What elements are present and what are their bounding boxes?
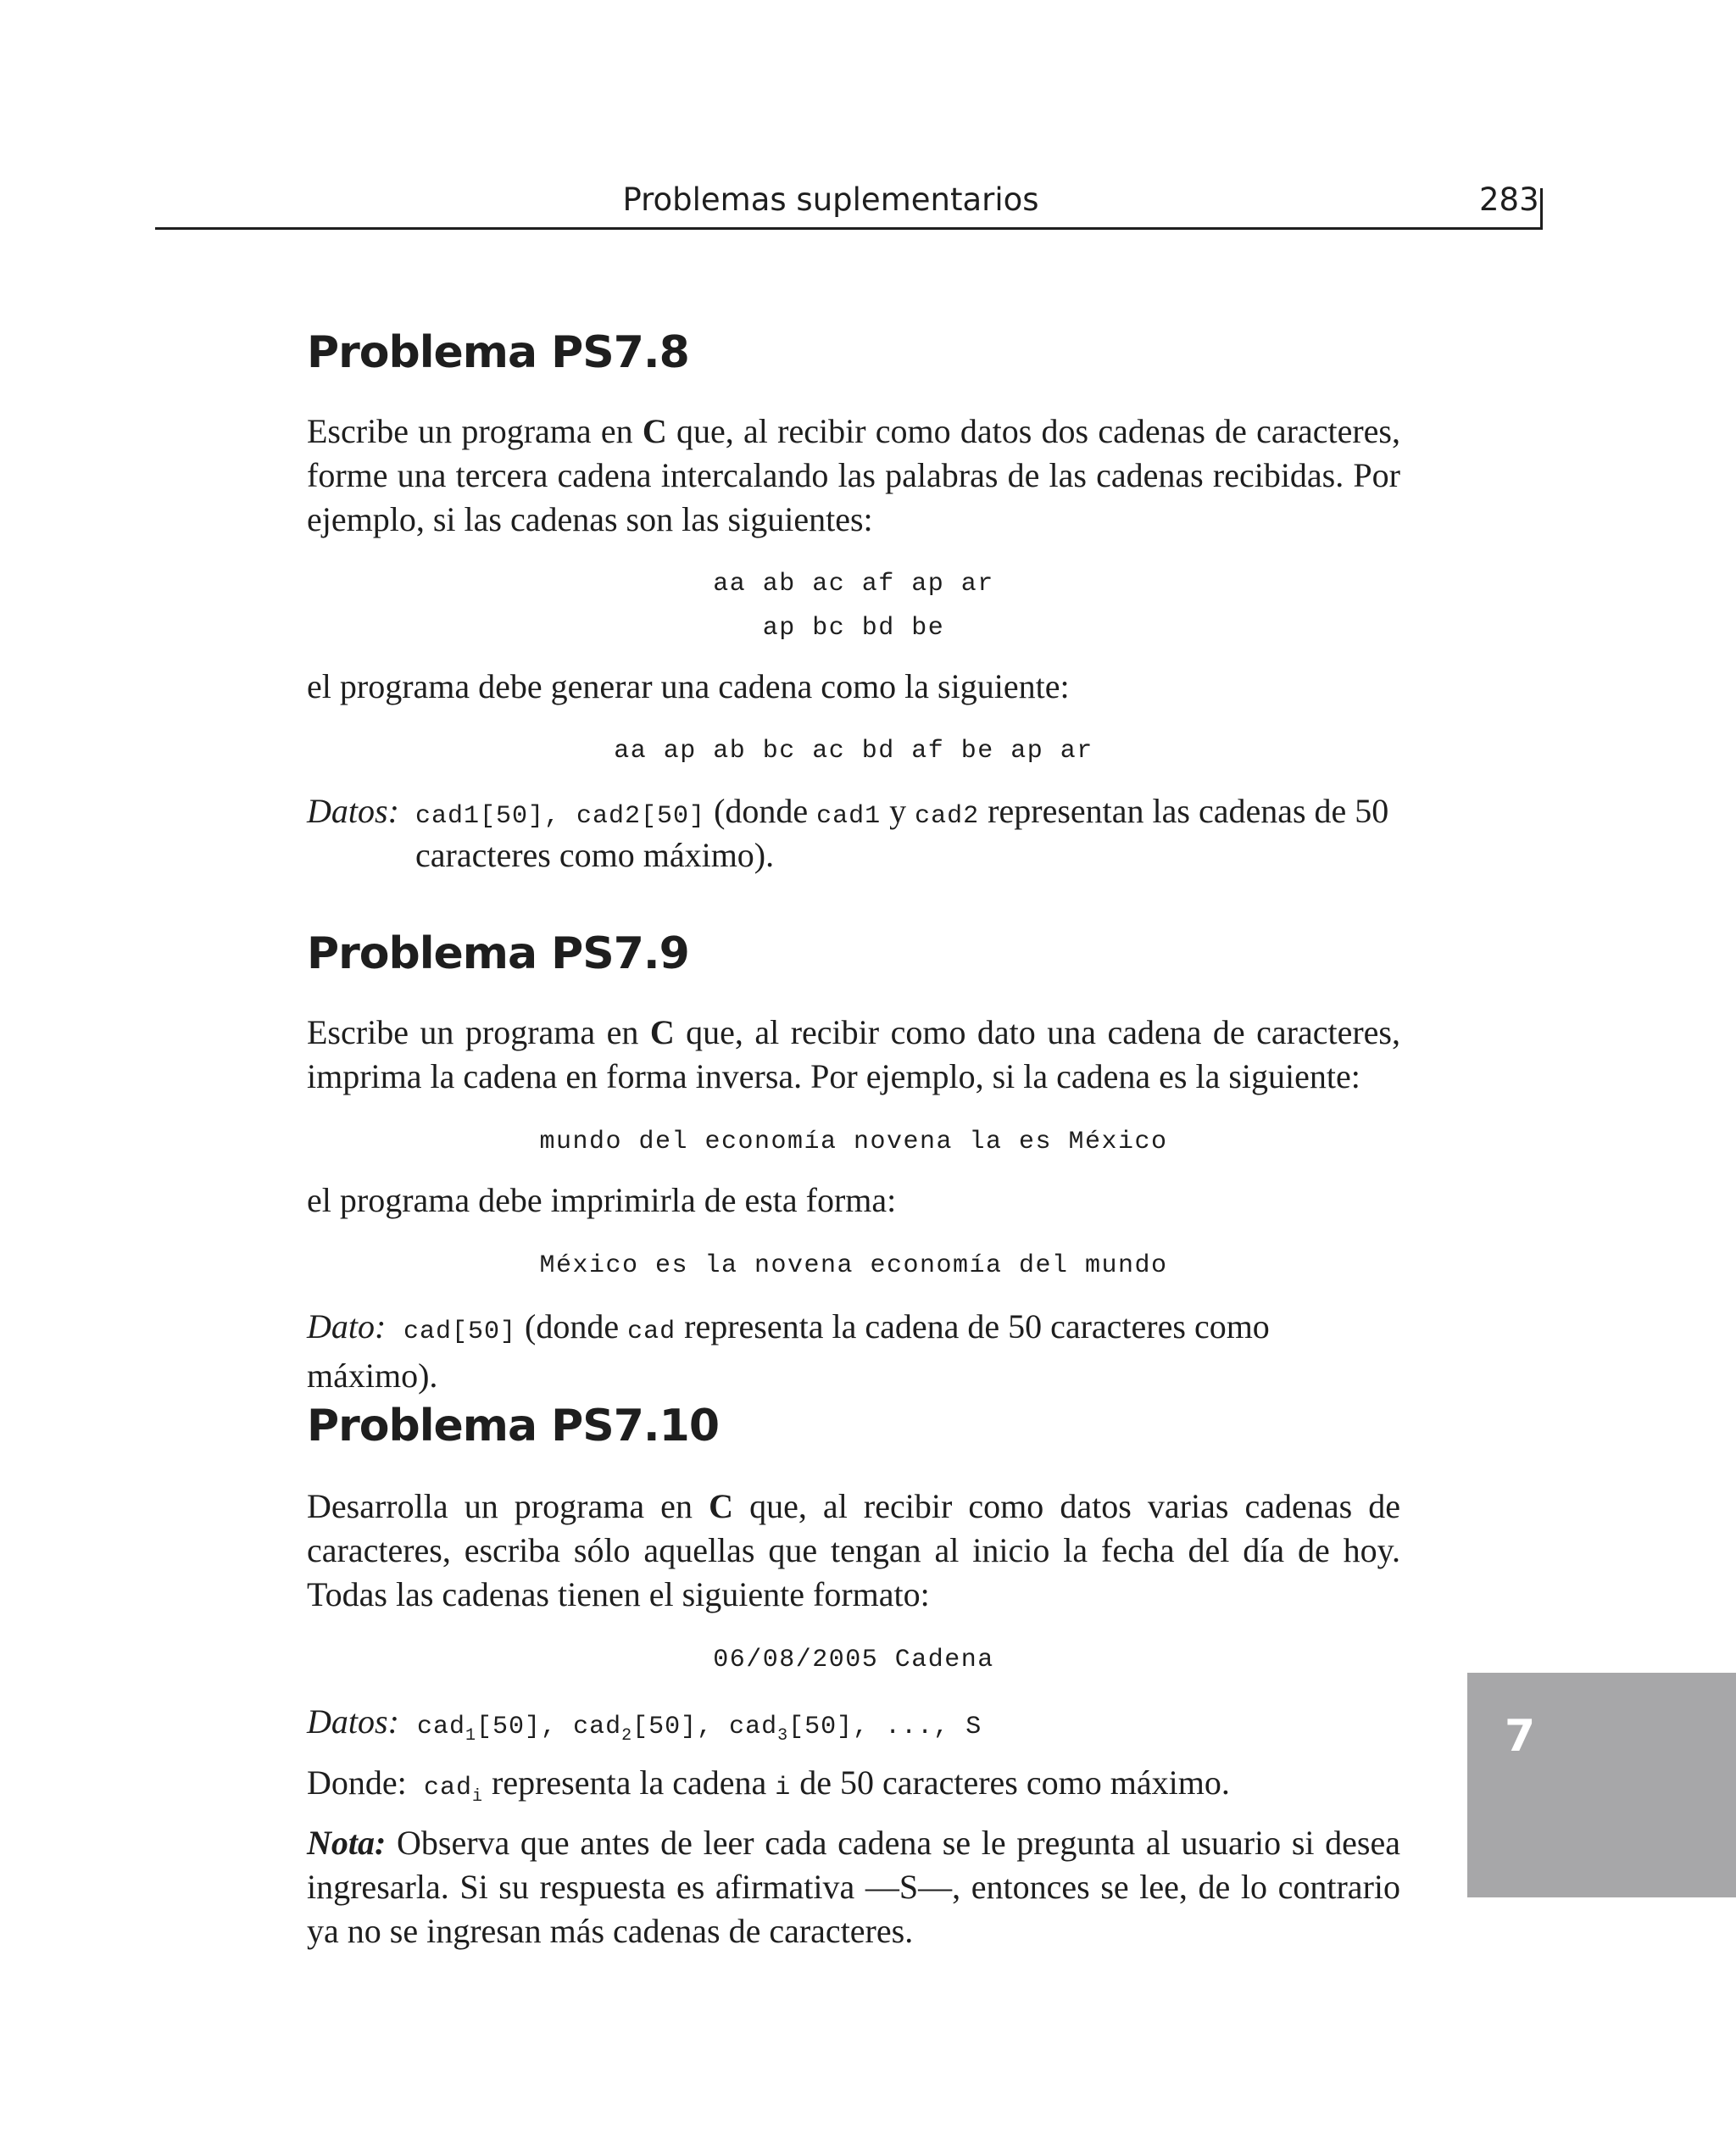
chapter-tab xyxy=(1467,1673,1736,1897)
example-output-line: México es la novena economía del mundo xyxy=(539,1251,1168,1280)
example-output-line: aa ap ab bc ac bd af be ap ar xyxy=(614,737,1093,766)
problem-ps7-8-data-definition-cont: caracteres como máximo). xyxy=(415,836,775,874)
chapter-tab-number: 7 xyxy=(1505,1711,1536,1762)
problem-title-ps7-9: Problema PS7.9 xyxy=(307,928,689,979)
header-tick xyxy=(1540,188,1543,230)
problem-ps7-10-statement: Desarrolla un programa en C que, al recibir como datos varias cadenas de caracteres, escriba sólo aquellas que tengan al inicio la fecha del día de hoy. Todas las cadenas tienen el siguiente formato: xyxy=(307,1487,1400,1613)
page-number: 283 xyxy=(1479,181,1539,218)
example-input-line-1: aa ab ac af ap ar xyxy=(713,570,994,599)
running-header-title: Problemas suplementarios xyxy=(622,181,1039,218)
problem-title-ps7-10: Problema PS7.10 xyxy=(307,1401,720,1451)
problem-ps7-10-data-definition: Datos: cad$_1$[50], cad$_2$[50], cad$_3$[50], ..., S xyxy=(307,1702,982,1746)
problem-ps7-9-data-definition: Dato: cad[50] (donde cad representa la cadena de 50 caracteres como máximo). xyxy=(307,1307,1270,1395)
problem-ps7-8-middle-text: el programa debe generar una cadena como la siguiente: xyxy=(307,667,1070,705)
example-input-line-2: ap bc bd be xyxy=(762,614,945,643)
problem-ps7-8-statement: Escribe un programa en C que, al recibir como datos dos cadenas de caracteres, forme una tercera cadena intercalando las palabras de las cadenas recibidas. Por ejemplo, si las cadenas son las siguientes: xyxy=(307,412,1400,538)
example-input-line: mundo del economía novena la es México xyxy=(539,1128,1168,1156)
problem-ps7-9-middle-text: el programa debe imprimirla de esta forma: xyxy=(307,1181,897,1219)
problem-ps7-10-note: Nota: Observa que antes de leer cada cadena se le pregunta al usuario si desea ingresarla. Si su respuesta es afirmativa —S—, entonces se lee, de lo contrario ya no se ingresan más cadenas de caracteres. xyxy=(307,1824,1400,1950)
header-rule xyxy=(155,227,1543,230)
example-format-line: 06/08/2005 Cadena xyxy=(713,1646,994,1674)
problem-ps7-9-statement: Escribe un programa en C que, al recibir como dato una cadena de caracteres, imprima la cadena en forma inversa. Por ejemplo, si la cadena es la siguiente: xyxy=(307,1013,1400,1095)
problem-title-ps7-8: Problema PS7.8 xyxy=(307,327,689,378)
problem-ps7-8-data-definition: Datos: cad1[50], cad2[50] (donde cad1 y cad2 representan las cadenas de 50 xyxy=(307,792,1389,831)
problem-ps7-10-where-definition: Donde: cad$_i$ representa la cadena i de 50 caracteres como máximo. xyxy=(307,1763,1230,1807)
